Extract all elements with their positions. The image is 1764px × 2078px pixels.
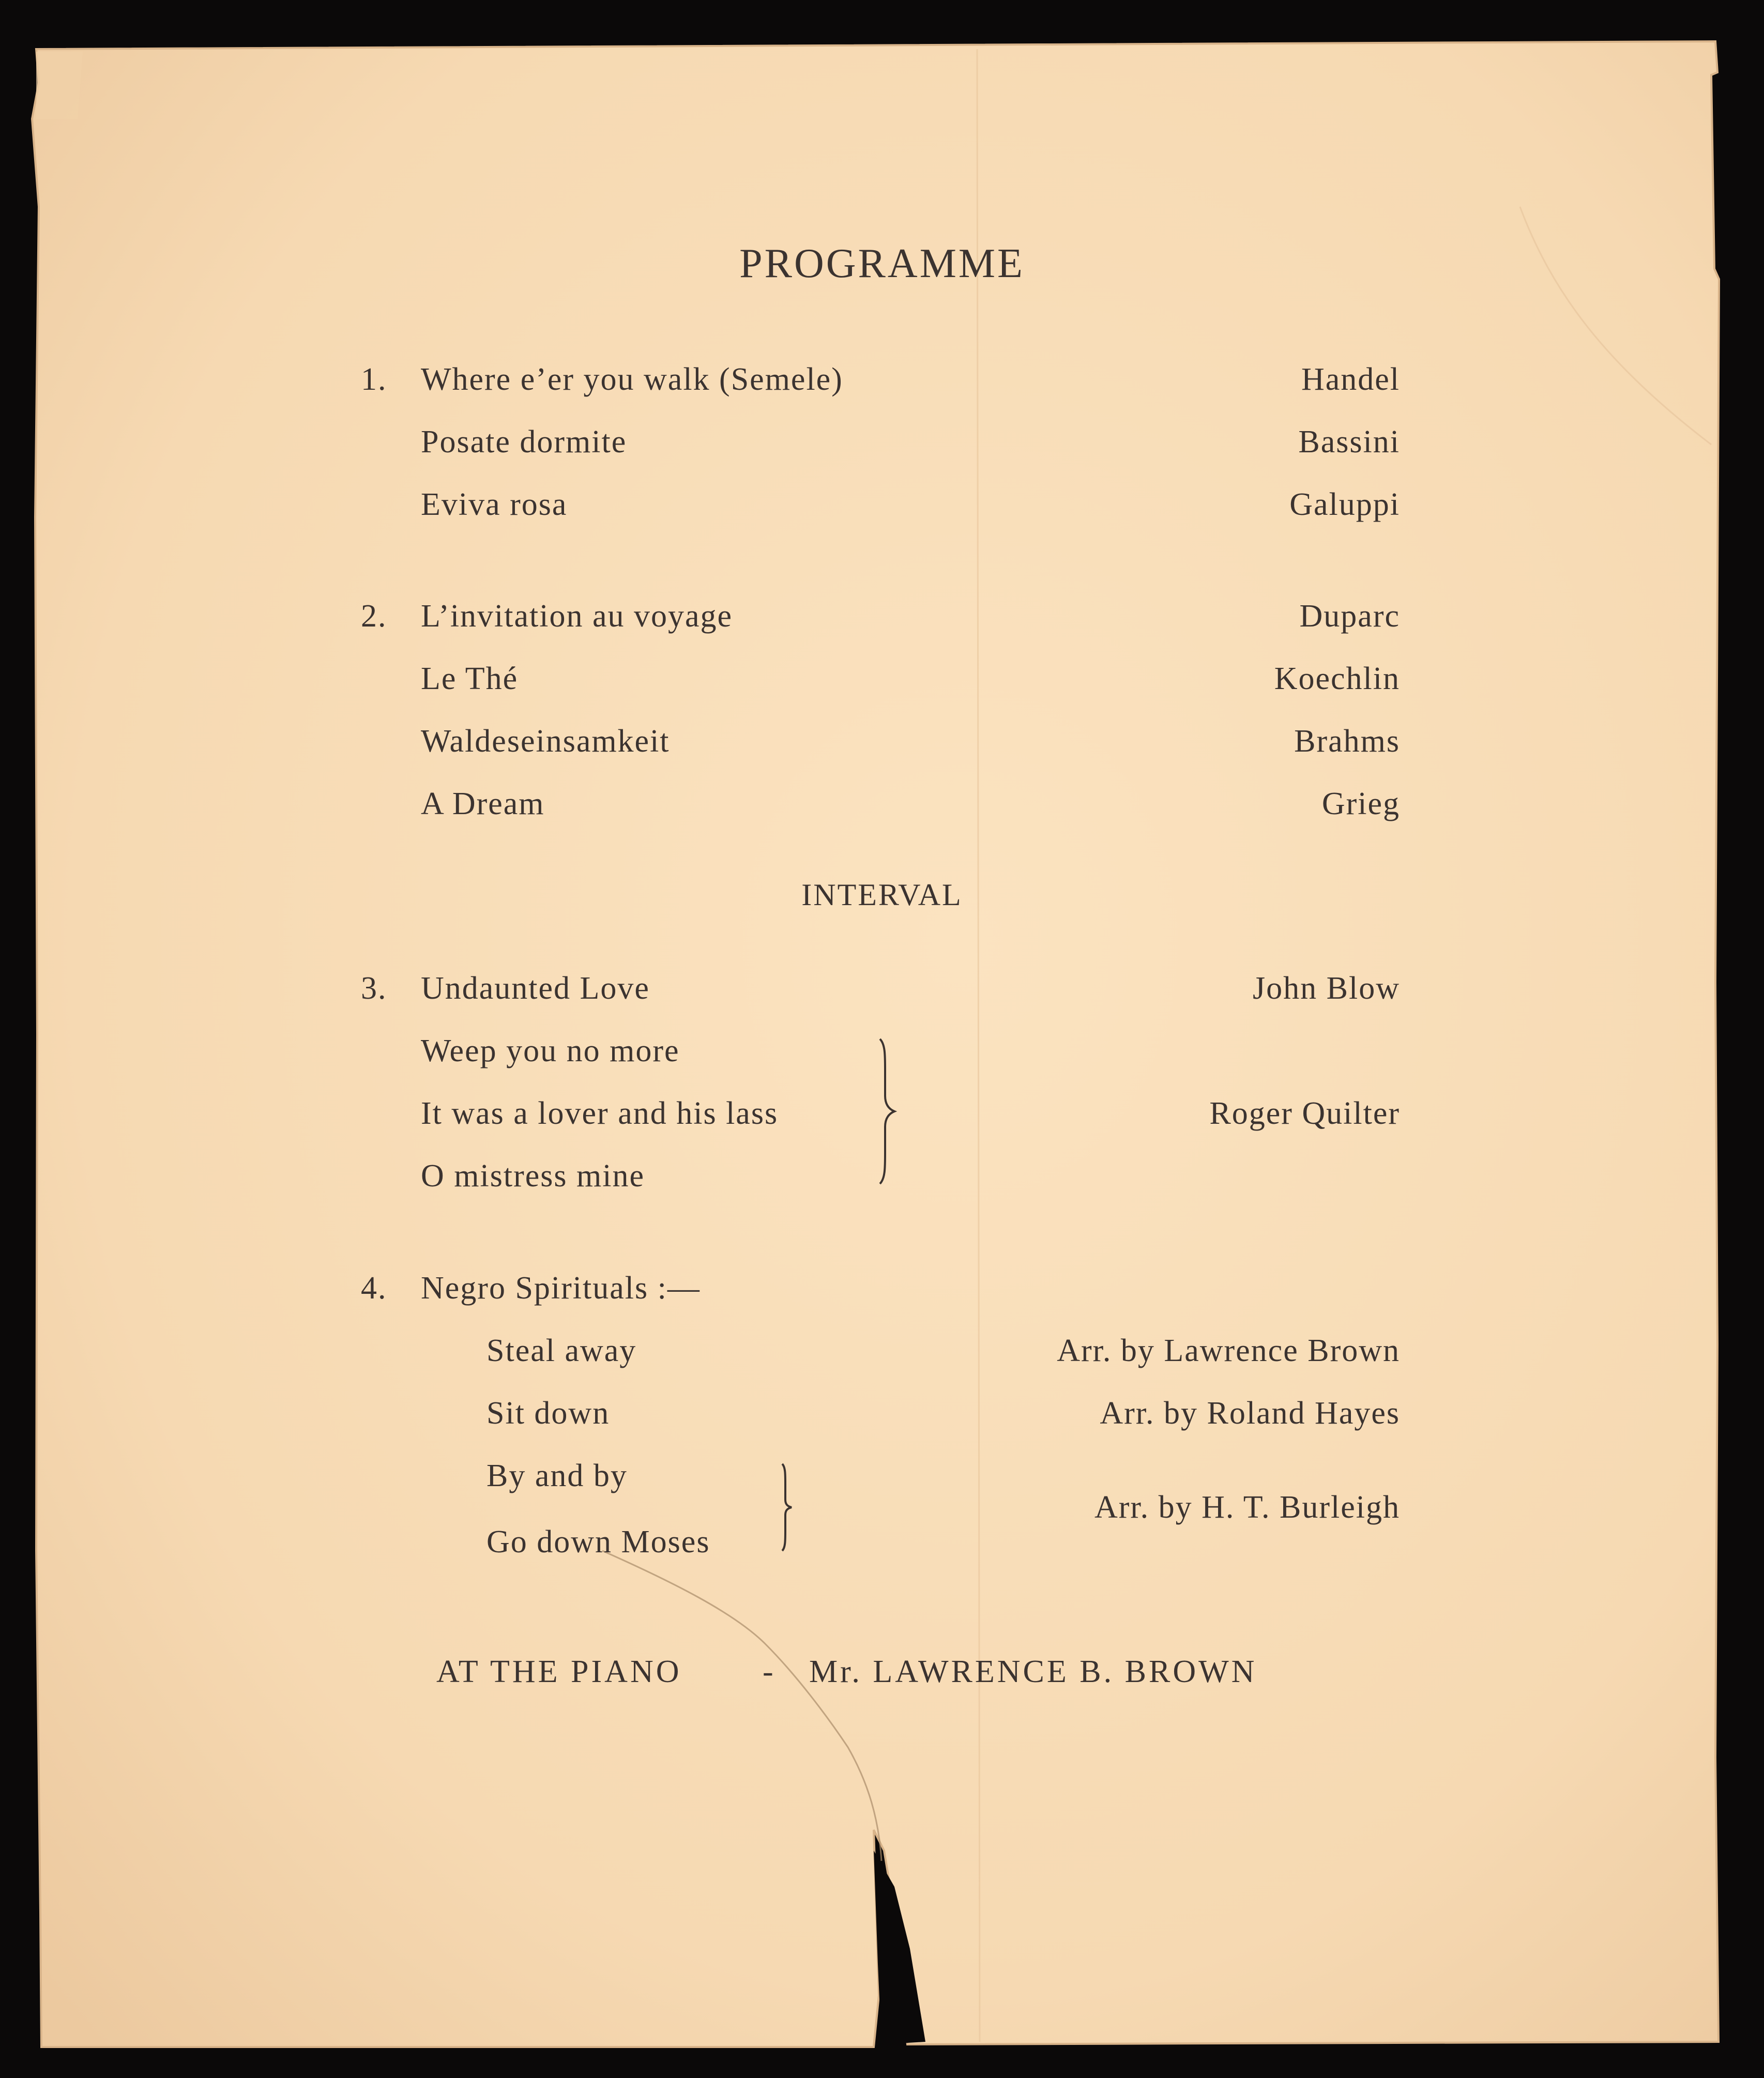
piece-title: Le Thé [421,661,519,696]
piece-title: Steal away [486,1333,637,1368]
composer: Arr. by Lawrence Brown [1057,1333,1400,1368]
bracket-composer: Arr. by H. T. Burleigh [1094,1490,1400,1525]
programme-title: PROGRAMME [739,241,1025,286]
composer: John Blow [1253,971,1400,1006]
group-number: 1. [361,362,387,397]
piece-title: Go down Moses [486,1524,710,1560]
composer: Koechlin [1274,661,1400,696]
piece-title: A Dream [421,786,545,821]
bracket-composer: Roger Quilter [1209,1096,1400,1131]
piece-title: Weep you no more [421,1033,680,1068]
piece-title: Sit down [486,1396,610,1431]
composer: Grieg [1321,786,1400,821]
composer: Bassini [1298,424,1400,460]
group-heading: Negro Spirituals :— [421,1271,701,1306]
piece-title: By and by [486,1458,628,1493]
piece-title: L’invitation au voyage [421,599,733,634]
piece-title: Waldeseinsamkeit [421,724,670,759]
pianist-name: Mr. LAWRENCE B. BROWN [809,1654,1257,1689]
composer: Brahms [1294,724,1400,759]
footer-separator: - [763,1654,776,1689]
group-number: 4. [361,1271,387,1306]
piece-title: Where e’er you walk (Semele) [421,362,843,397]
group-number: 2. [361,599,387,634]
composer: Galuppi [1289,487,1400,522]
piece-title: Undaunted Love [421,971,650,1006]
composer: Arr. by Roland Hayes [1100,1396,1400,1431]
composer: Duparc [1299,599,1400,634]
group-number: 3. [361,971,387,1006]
composer: Handel [1301,362,1400,397]
piece-title: Posate dormite [421,424,627,460]
interval-heading: INTERVAL [801,878,963,912]
piece-title: Eviva rosa [421,487,568,522]
brace-icon [778,1461,799,1554]
piece-title: O mistress mine [421,1158,645,1194]
brace-icon [874,1034,905,1189]
piano-label: AT THE PIANO [436,1654,682,1689]
piece-title: It was a lover and his lass [421,1096,779,1131]
